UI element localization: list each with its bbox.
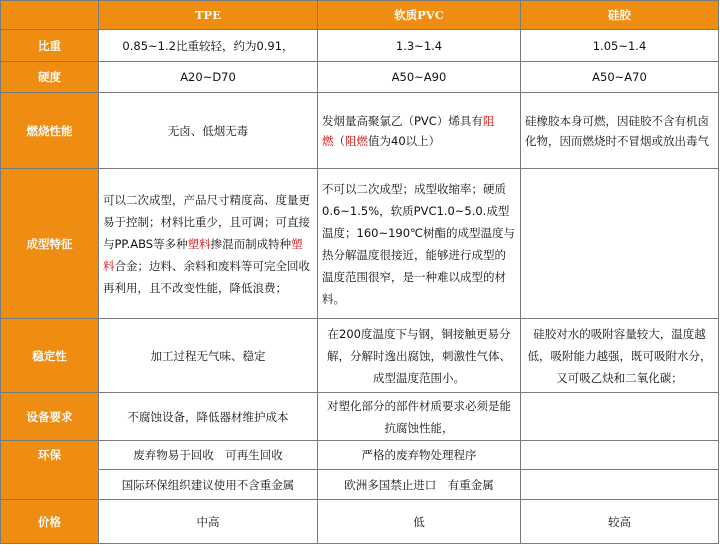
row-label-density: 比重 (1, 30, 99, 62)
tpe-molding-text-b: 掺混而制成特种 (210, 236, 292, 251)
pvc-flammability-highlight-b: 燃 (322, 133, 334, 148)
row-environment-2 (1, 470, 719, 500)
row-flammability (1, 93, 719, 169)
cell-silicone-equipment (521, 393, 719, 441)
tpe-molding-text-c: 合金；边料、余料和废料等可完全回收再利用，且不改变性能，降低浪费； (103, 258, 310, 295)
cell-silicone-hardness: A50~A70 (521, 62, 719, 93)
row-label-stability: 稳定性 (1, 319, 99, 393)
row-label-molding: 成型特征 (1, 169, 99, 319)
row-stability (1, 319, 719, 393)
cell-pvc-environment-2: 欧洲多国禁止进口 有重金属 (318, 470, 521, 500)
row-hardness (1, 62, 719, 93)
cell-silicone-environment-2 (521, 470, 719, 500)
pvc-flammability-text-c: 值为40以上） (368, 133, 441, 148)
tpe-molding-highlight-a: 塑料 (187, 236, 211, 251)
cell-pvc-price: 低 (318, 500, 521, 544)
row-density (1, 30, 719, 62)
cell-tpe-price: 中高 (99, 500, 318, 544)
cell-silicone-molding (521, 169, 719, 319)
tpe-molding-text-a: 可以二次成型，产品尺寸精度高、度量更易于控制；材料比重少，且可调；可直接与PP.ABS等多种 (103, 192, 310, 251)
cell-pvc-flammability (318, 93, 521, 169)
header-tpe: TPE (99, 1, 318, 30)
cell-pvc-hardness: A50~A90 (318, 62, 521, 93)
tpe-molding-highlight-b: 塑料 (103, 236, 303, 273)
row-price (1, 500, 719, 544)
cell-tpe-environment: 废弃物易于回收 可再生回收 (99, 441, 318, 470)
cell-silicone-price: 较高 (521, 500, 719, 544)
cell-silicone-flammability: 硅橡胶本身可燃，因硅胶不含有机卤化物，因而燃烧时不冒烟或放出毒气 (521, 93, 719, 169)
cell-silicone-environment (521, 441, 719, 470)
cell-tpe-flammability: 无卤、低烟无毒 (99, 93, 318, 169)
pvc-flammability-highlight-c: 阻燃 (345, 133, 368, 148)
cell-tpe-environment-2: 国际环保组织建议使用不含重金属 (99, 470, 318, 500)
row-molding (1, 169, 719, 319)
header-pvc: 软质PVC (318, 1, 521, 30)
row-label-price: 价格 (1, 500, 99, 544)
cell-pvc-stability: 在200度温度下与钢，铜接触更易分解，分解时逸出腐蚀，刺激性气体、成型温度范围小。 (318, 319, 521, 393)
pvc-flammability-highlight-a: 阻 (482, 113, 495, 128)
header-corner (1, 1, 99, 30)
row-equipment (1, 393, 719, 441)
row-label-flammability: 燃烧性能 (1, 93, 99, 169)
cell-silicone-stability: 硅胶对水的吸附容量较大，温度越低，吸附能力越强，既可吸附水分，又可吸乙炔和二氧化碳； (521, 319, 719, 393)
cell-silicone-density: 1.05~1.4 (521, 30, 719, 62)
cell-tpe-density: 0.85~1.2比重较轻，约为0.91， (99, 30, 318, 62)
header-silicone: 硅胶 (521, 1, 719, 30)
pvc-flammability-text-b: （ (333, 133, 345, 148)
cell-pvc-density: 1.3~1.4 (318, 30, 521, 62)
pvc-flammability-text-a: 发烟量高聚氯乙（PVC）烯具有 (322, 113, 483, 128)
cell-tpe-equipment: 不腐蚀设备，降低器材维护成本 (99, 393, 318, 441)
row-label-hardness: 硬度 (1, 62, 99, 93)
header-row (1, 1, 719, 30)
row-label-environment: 环保 (1, 441, 99, 500)
row-label-equipment: 设备要求 (1, 393, 99, 441)
cell-pvc-equipment: 对塑化部分的部件材质要求必须是能抗腐蚀性能， (318, 393, 521, 441)
cell-tpe-stability: 加工过程无气味、稳定 (99, 319, 318, 393)
row-environment (1, 441, 719, 470)
cell-pvc-environment: 严格的废弃物处理程序 (318, 441, 521, 470)
cell-pvc-molding: 不可以二次成型；成型收缩率；硬质0.6~1.5%，软质PVC1.0~5.0.成型温度；160~190℃树酯的成型温度与热分解温度很接近，能够进行成型的温度范围很窄，是一种难以成型的材料。 (318, 169, 521, 319)
cell-tpe-molding (99, 169, 318, 319)
cell-tpe-hardness: A20~D70 (99, 62, 318, 93)
